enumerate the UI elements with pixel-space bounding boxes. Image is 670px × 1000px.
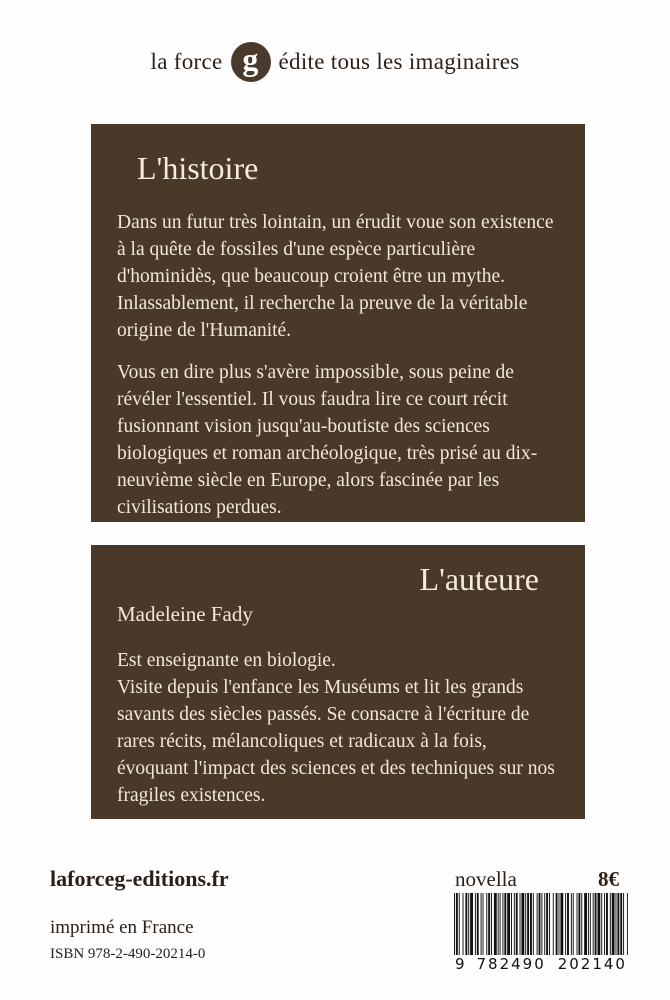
- barcode-bar: [617, 893, 619, 955]
- barcode-bar: [491, 893, 492, 955]
- barcode-bar: [601, 893, 602, 955]
- barcode-bar: [616, 893, 617, 955]
- barcode-left-group: 782490: [476, 955, 546, 973]
- barcode-bar: [507, 893, 510, 955]
- barcode-bar: [571, 893, 572, 955]
- author-panel: [91, 545, 585, 819]
- barcode-bar: [578, 893, 580, 955]
- barcode-bar: [465, 893, 467, 955]
- barcode-bar: [463, 893, 464, 955]
- author-section-title: L'auteure: [419, 561, 539, 597]
- barcode-right-group: 202140: [557, 955, 627, 973]
- author-bio-line1: Est enseignante en biologie.: [117, 650, 336, 671]
- publisher-logo: g: [231, 42, 271, 82]
- barcode-bar: [498, 893, 499, 955]
- story-title: L'histoire: [137, 150, 259, 186]
- barcode-bar: [521, 893, 524, 955]
- tagline-right: édite tous les imaginaires: [278, 49, 520, 74]
- barcode-bar: [516, 893, 518, 955]
- price-label: 8€: [598, 867, 619, 891]
- barcode-bar: [559, 893, 560, 955]
- publisher-tagline: [0, 42, 670, 82]
- barcode-bar: [511, 893, 512, 955]
- barcode-bar: [488, 893, 490, 955]
- barcode-bar: [477, 893, 479, 955]
- barcode-bar: [620, 893, 622, 955]
- barcode-bar: [527, 893, 529, 955]
- barcode-bar: [533, 893, 534, 955]
- barcode-bar: [470, 893, 473, 955]
- barcode-bar: [500, 893, 501, 955]
- barcode-bar: [502, 893, 503, 955]
- barcode-bar: [556, 893, 558, 955]
- barcode-bar: [593, 893, 594, 955]
- story-paragraph-2: Vous en dire plus s'avère impossible, sous peine de révéler l'essentiel. Il vous faudra lire ce court récit fusionnant vision jusqu'au-boutiste des sciences biologiques et roman archéologique, très prisé au dix-neuvième siècle en Europe, alors fascinée par les civilisations perdues.: [117, 362, 538, 518]
- printed-in: imprimé en France: [50, 917, 194, 938]
- barcode-bar: [573, 893, 574, 955]
- barcode-digits: [452, 955, 630, 973]
- barcode-bar: [520, 893, 521, 955]
- barcode-bar: [590, 893, 591, 955]
- barcode-bar: [584, 893, 587, 955]
- barcode-bar: [544, 893, 545, 955]
- barcode-bar: [565, 893, 566, 955]
- barcode-bar: [560, 893, 563, 955]
- genre-label: novella: [455, 867, 517, 891]
- barcode-bar: [530, 893, 532, 955]
- barcode-bar: [549, 893, 550, 955]
- barcode-first-digit: 9: [455, 955, 465, 973]
- barcode-bar: [537, 893, 538, 955]
- barcode-bar: [567, 893, 569, 955]
- barcode-bar: [481, 893, 482, 955]
- barcode-bar: [588, 893, 589, 955]
- barcode-bar: [459, 893, 460, 955]
- barcode-bar: [595, 893, 597, 955]
- author-name: Madeleine Fady: [117, 602, 253, 626]
- barcode-bar: [606, 893, 608, 955]
- barcode-bar: [525, 893, 526, 955]
- barcode-bar: [610, 893, 611, 955]
- isbn-number: ISBN 978-2-490-20214-0: [50, 946, 206, 962]
- tagline-left: la force: [150, 49, 223, 74]
- story-panel: [91, 124, 585, 522]
- barcode-bar: [475, 893, 476, 955]
- barcode-bar: [546, 893, 548, 955]
- barcode-bar: [577, 893, 578, 955]
- barcode-bar: [504, 893, 506, 955]
- barcode-bar: [514, 893, 515, 955]
- barcode-bar: [581, 893, 582, 955]
- barcode-bar: [486, 893, 487, 955]
- barcode-bar: [553, 893, 554, 955]
- barcode-bar: [494, 893, 497, 955]
- barcode-bar: [604, 893, 605, 955]
- barcode-bar: [612, 893, 615, 955]
- publisher-website-link[interactable]: laforceg-editions.fr: [50, 866, 229, 891]
- barcode-bar: [483, 893, 484, 955]
- story-paragraph-1: Dans un futur très lointain, un érudit voue son existence à la quête de fossiles d'une espèce particulière d'hominidès, que beaucoup croient être un mythe. Inlassablement, il recherche la preuve de la véritable origine de l'Humanité.: [117, 212, 554, 341]
- author-bio: Visite depuis l'enfance les Muséums et lit les grands savants des siècles passés. Se consacre à l'écriture de rares récits, mélancoliques et radicaux à la fois, évoquant l'impact des sciences et des techniques sur nos fragiles existences.: [117, 677, 555, 806]
- barcode-bar: [597, 893, 600, 955]
- barcode-bar: [468, 893, 469, 955]
